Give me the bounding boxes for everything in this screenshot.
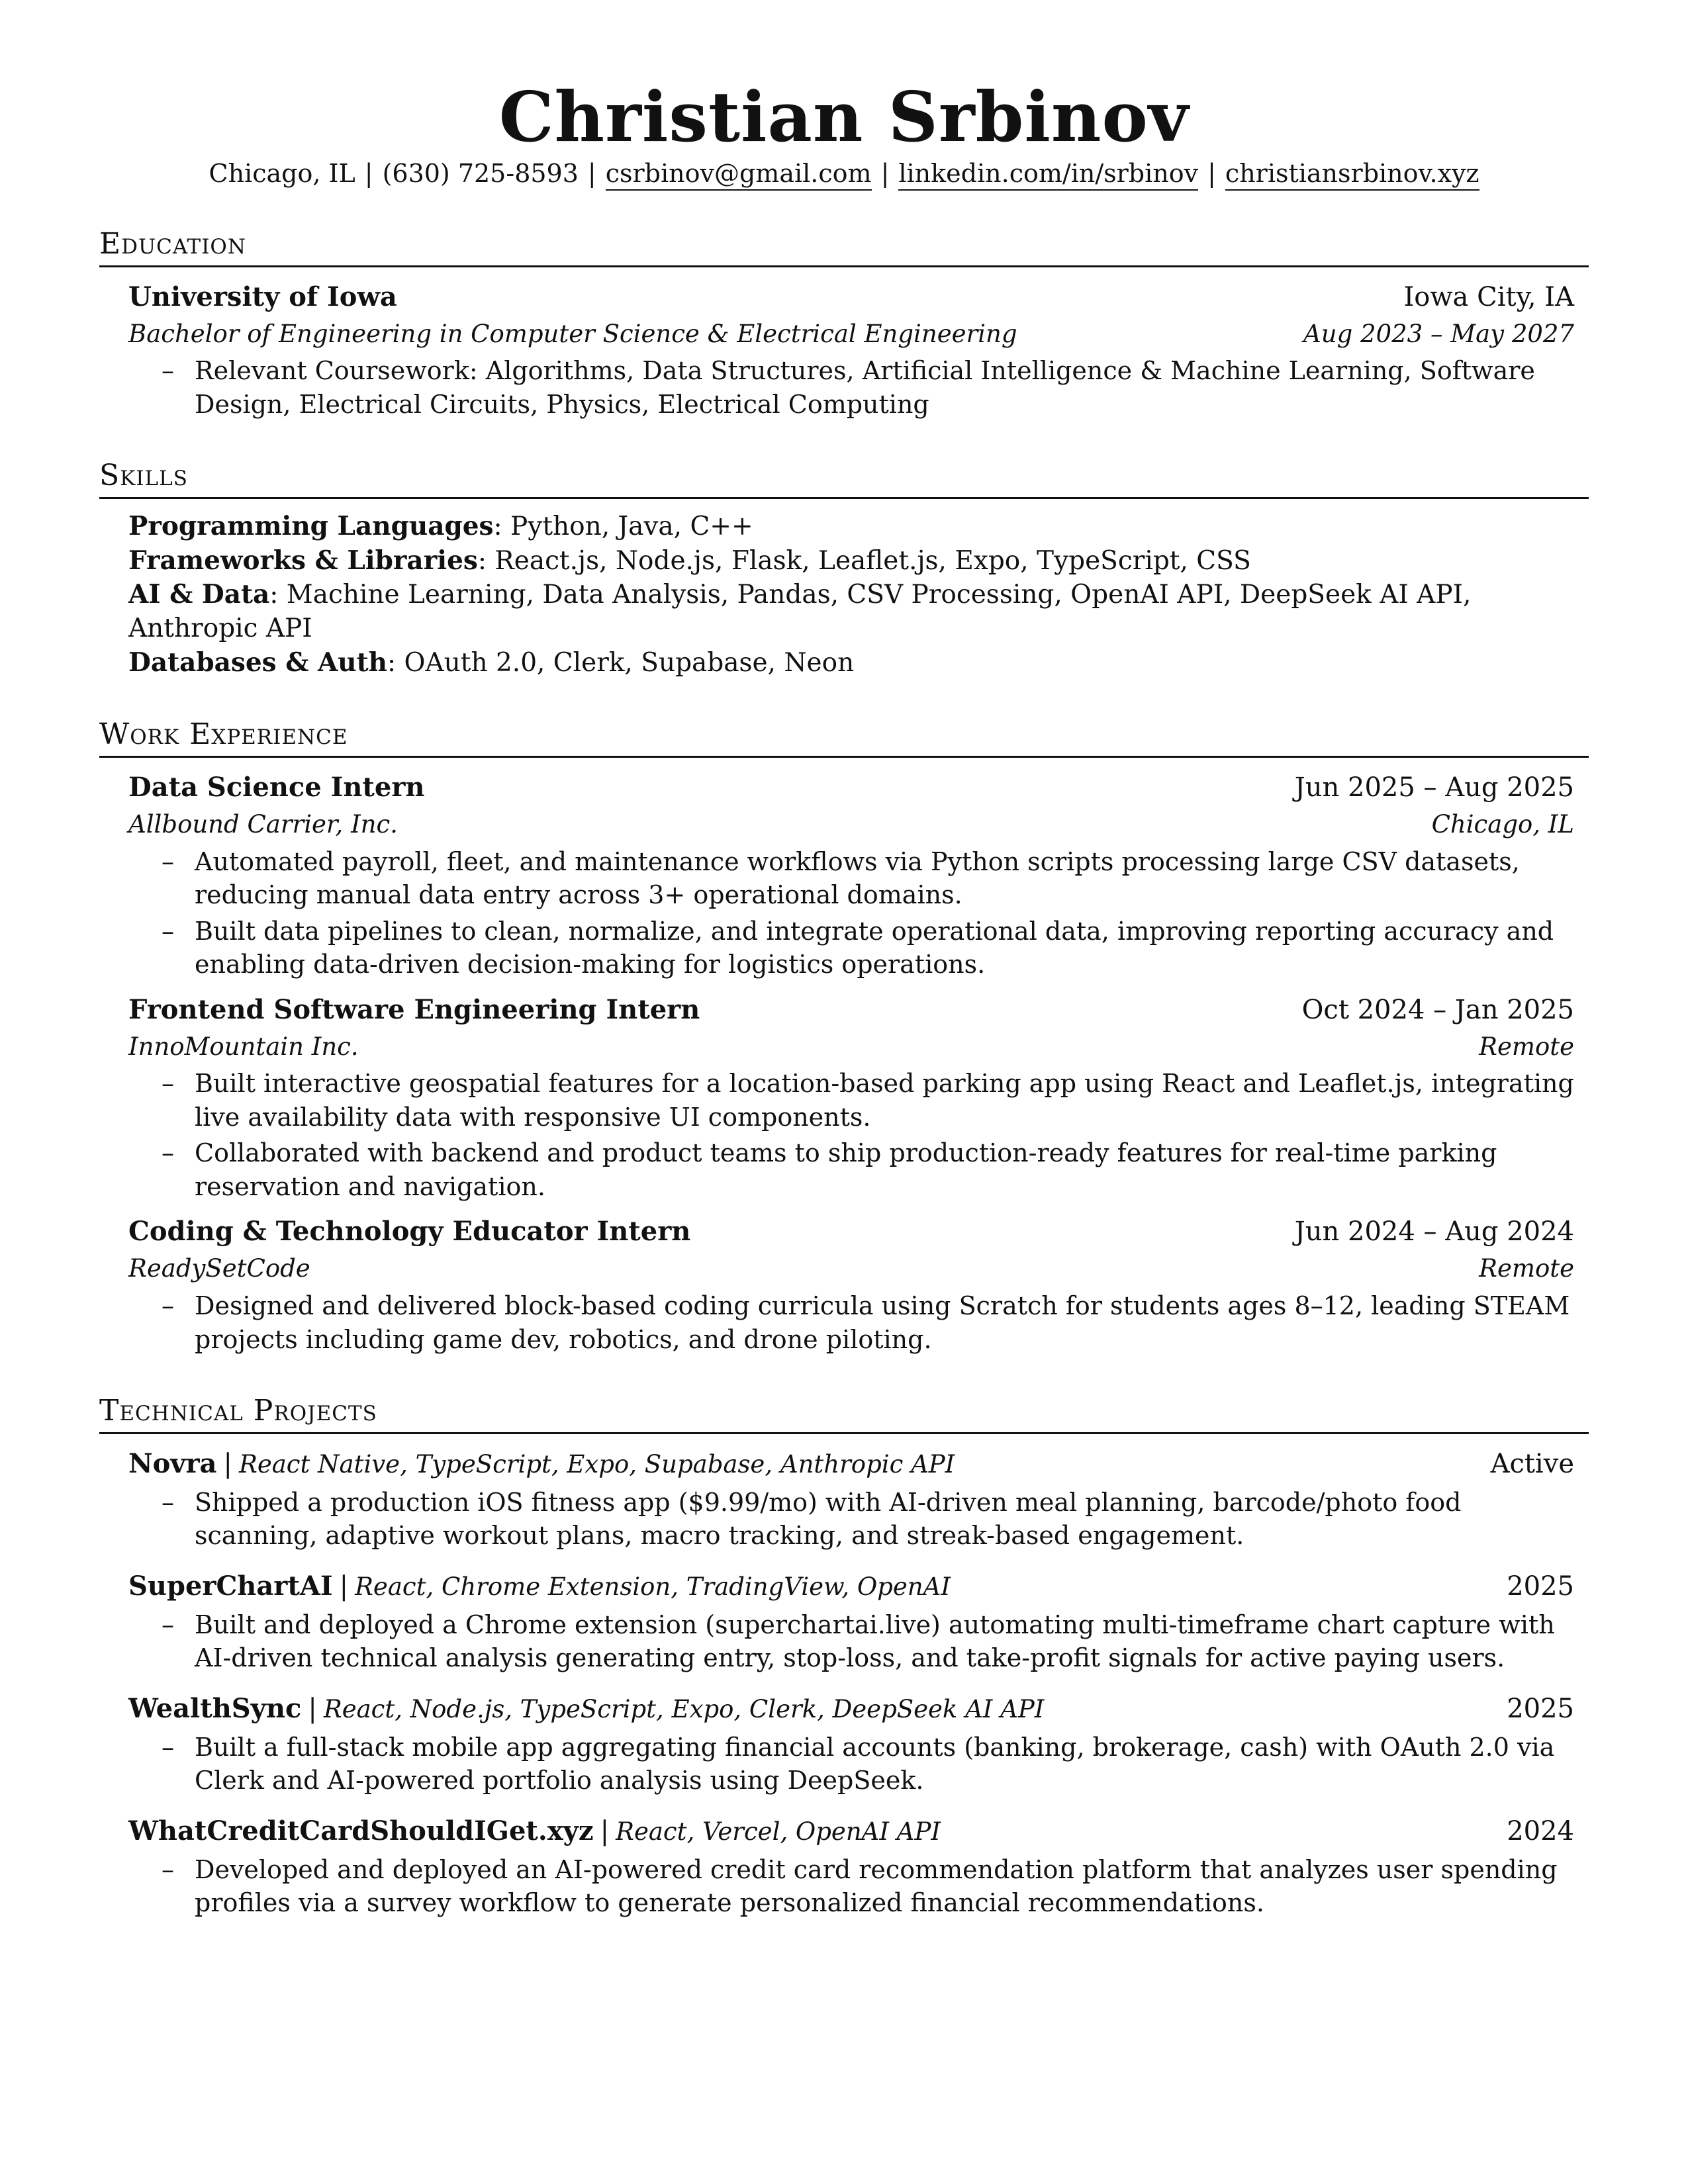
project-bullets [128, 1853, 1574, 1920]
skill-line [128, 510, 1574, 544]
resume-page [99, 76, 1589, 1934]
project-header [128, 1690, 1044, 1728]
linkedin-link[interactable]: linkedin.com/in/srbinov [898, 159, 1198, 191]
job-role: Coding & Technology Educator Intern [128, 1216, 691, 1248]
project-bullets [128, 1486, 1574, 1553]
job-company-row [128, 807, 1574, 842]
project-bullet: – Built and deployed a Chrome extension (superchartai.live) automating multi-timeframe chart capture with AI-driven technical analysis generating entry, stop-loss, and take-profit signals for active paying users. [162, 1608, 1574, 1675]
skill-value: : Python, Java, C++ [493, 511, 753, 541]
job-dates: Jun 2025 – Aug 2025 [1294, 772, 1574, 803]
job-bullet: – Built data pipelines to clean, normalize, and integrate operational data, improving reporting accuracy and enabling data-driven decision-making for logistics operations. [162, 915, 1574, 981]
job-role: Frontend Software Engineering Intern [128, 993, 700, 1025]
project-date: 2025 [1507, 1570, 1574, 1602]
project-bullet: – Shipped a production iOS fitness app ($9.99/mo) with AI-driven meal planning, barcode/photo food scanning, adaptive workout plans, macro tracking, and streak-based engagement. [162, 1486, 1574, 1553]
education-body [99, 278, 1589, 422]
job-company: Allbound Carrier, Inc. [128, 809, 398, 839]
contact-separator: | [364, 159, 373, 189]
job-entry [128, 1212, 1574, 1356]
project-entry [128, 1567, 1574, 1675]
job-company: InnoMountain Inc. [128, 1032, 359, 1061]
project-stack: React, Chrome Extension, TradingView, OpenAI [355, 1572, 951, 1601]
coursework-item: – Relevant Coursework: Algorithms, Data Structures, Artificial Intelligence & Machine Learning, Software Design, Electrical Circuits, Physics, Electrical Computing [162, 354, 1574, 421]
job-entry [128, 768, 1574, 981]
job-bullets [128, 1067, 1574, 1203]
projects-heading: Technical Projects [99, 1394, 1589, 1434]
contact-separator: | [880, 159, 890, 189]
projects-body [99, 1445, 1589, 1920]
job-company: ReadySetCode [128, 1254, 310, 1283]
project-date: Active [1490, 1448, 1574, 1479]
project-entry [128, 1690, 1574, 1797]
project-bullet: – Developed and deployed an AI-powered credit card recommendation platform that analyzes user spending profiles via a survey workflow to generate personalized financial recommendations. [162, 1853, 1574, 1920]
job-dates: Jun 2024 – Aug 2024 [1294, 1216, 1574, 1248]
project-name: WhatCreditCardShouldIGet.xyz [128, 1815, 594, 1846]
skill-line [128, 578, 1574, 645]
skill-label: AI & Data [128, 579, 270, 610]
education-heading: Education [99, 228, 1589, 267]
candidate-name: Christian Srbinov [498, 76, 1190, 158]
job-bullet: – Collaborated with backend and product teams to ship production-ready features for real-time parking reservation and navigation. [162, 1136, 1574, 1203]
degree-name: Bachelor of Engineering in Computer Science & Electrical Engineering [128, 319, 1017, 348]
project-entry [128, 1445, 1574, 1553]
school-location: Iowa City, IA [1403, 281, 1574, 312]
job-dates: Oct 2024 – Jan 2025 [1301, 994, 1574, 1025]
skill-label: Programming Languages [128, 510, 494, 541]
school-row [128, 278, 1574, 316]
job-bullet: – Built interactive geospatial features for a location-based parking app using React and Leaflet.js, integrating live availability data with responsive UI components. [162, 1067, 1574, 1134]
education-section [99, 228, 1589, 421]
job-company-row [128, 1029, 1574, 1065]
degree-dates: Aug 2023 – May 2027 [1303, 319, 1574, 348]
contact-location: Chicago, IL [209, 159, 355, 189]
skills-section [99, 459, 1589, 680]
project-bullet: – Built a full-stack mobile app aggregating financial accounts (banking, brokerage, cash) with OAuth 2.0 via Clerk and AI-powered portfolio analysis using DeepSeek. [162, 1731, 1574, 1797]
project-title-row [128, 1690, 1574, 1728]
skills-heading: Skills [99, 459, 1589, 499]
job-title-row [128, 768, 1574, 807]
project-header [128, 1812, 941, 1850]
job-role: Data Science Intern [128, 771, 425, 803]
contact-phone: (630) 725-8593 [382, 159, 579, 189]
job-location: Remote [1479, 1032, 1574, 1061]
project-name: WealthSync [128, 1692, 302, 1724]
project-stack: React, Node.js, TypeScript, Expo, Clerk, DeepSeek AI API [323, 1694, 1045, 1723]
degree-row [128, 316, 1574, 352]
job-bullet: – Automated payroll, fleet, and maintenance workflows via Python scripts processing large CSV datasets, reducing manual data entry across 3+ operational domains. [162, 845, 1574, 912]
project-date: 2024 [1507, 1815, 1574, 1846]
job-location: Chicago, IL [1431, 809, 1574, 839]
contact-line [99, 159, 1589, 189]
job-company-row [128, 1251, 1574, 1287]
skill-line [128, 646, 1574, 680]
website-link[interactable]: christiansrbinov.xyz [1225, 159, 1479, 191]
coursework-list [128, 354, 1574, 421]
skill-label: Frameworks & Libraries [128, 545, 478, 576]
projects-section [99, 1394, 1589, 1920]
project-header [128, 1567, 951, 1606]
skill-value: : OAuth 2.0, Clerk, Supabase, Neon [387, 647, 855, 678]
project-bullets [128, 1608, 1574, 1675]
experience-body [99, 768, 1589, 1356]
skill-line [128, 544, 1574, 578]
contact-separator: | [1207, 159, 1216, 189]
project-separator: | [600, 1815, 610, 1846]
project-title-row [128, 1812, 1574, 1850]
project-bullets [128, 1731, 1574, 1797]
skills-body [99, 510, 1589, 680]
project-date: 2025 [1507, 1693, 1574, 1724]
job-entry [128, 991, 1574, 1204]
project-separator: | [339, 1570, 349, 1602]
job-title-row [128, 991, 1574, 1029]
contact-separator: | [587, 159, 596, 189]
project-title-row [128, 1567, 1574, 1606]
project-name: SuperChartAI [128, 1570, 333, 1602]
experience-heading: Work Experience [99, 718, 1589, 758]
skill-value: : React.js, Node.js, Flask, Leaflet.js, Expo, TypeScript, CSS [477, 545, 1251, 576]
school-name: University of Iowa [128, 281, 397, 312]
project-entry [128, 1812, 1574, 1920]
project-separator: | [308, 1693, 317, 1724]
experience-section [99, 718, 1589, 1356]
job-bullets [128, 845, 1574, 981]
project-stack: React, Vercel, OpenAI API [616, 1817, 941, 1846]
skill-value: : Machine Learning, Data Analysis, Pandas, CSV Processing, OpenAI API, DeepSeek AI API, Anthropic API [128, 580, 1472, 643]
email-link[interactable]: csrbinov@gmail.com [606, 159, 872, 191]
job-location: Remote [1479, 1254, 1574, 1283]
project-stack: React Native, TypeScript, Expo, Supabase, Anthropic API [238, 1449, 955, 1479]
project-separator: | [223, 1448, 232, 1479]
job-bullets [128, 1289, 1574, 1356]
project-name: Novra [128, 1447, 217, 1479]
project-header [128, 1445, 955, 1483]
skill-label: Databases & Auth [128, 647, 387, 678]
job-title-row [128, 1212, 1574, 1251]
project-title-row [128, 1445, 1574, 1483]
job-bullet: – Designed and delivered block-based coding curricula using Scratch for students ages 8–12, leading STEAM projects including game dev, robotics, and drone piloting. [162, 1289, 1574, 1356]
